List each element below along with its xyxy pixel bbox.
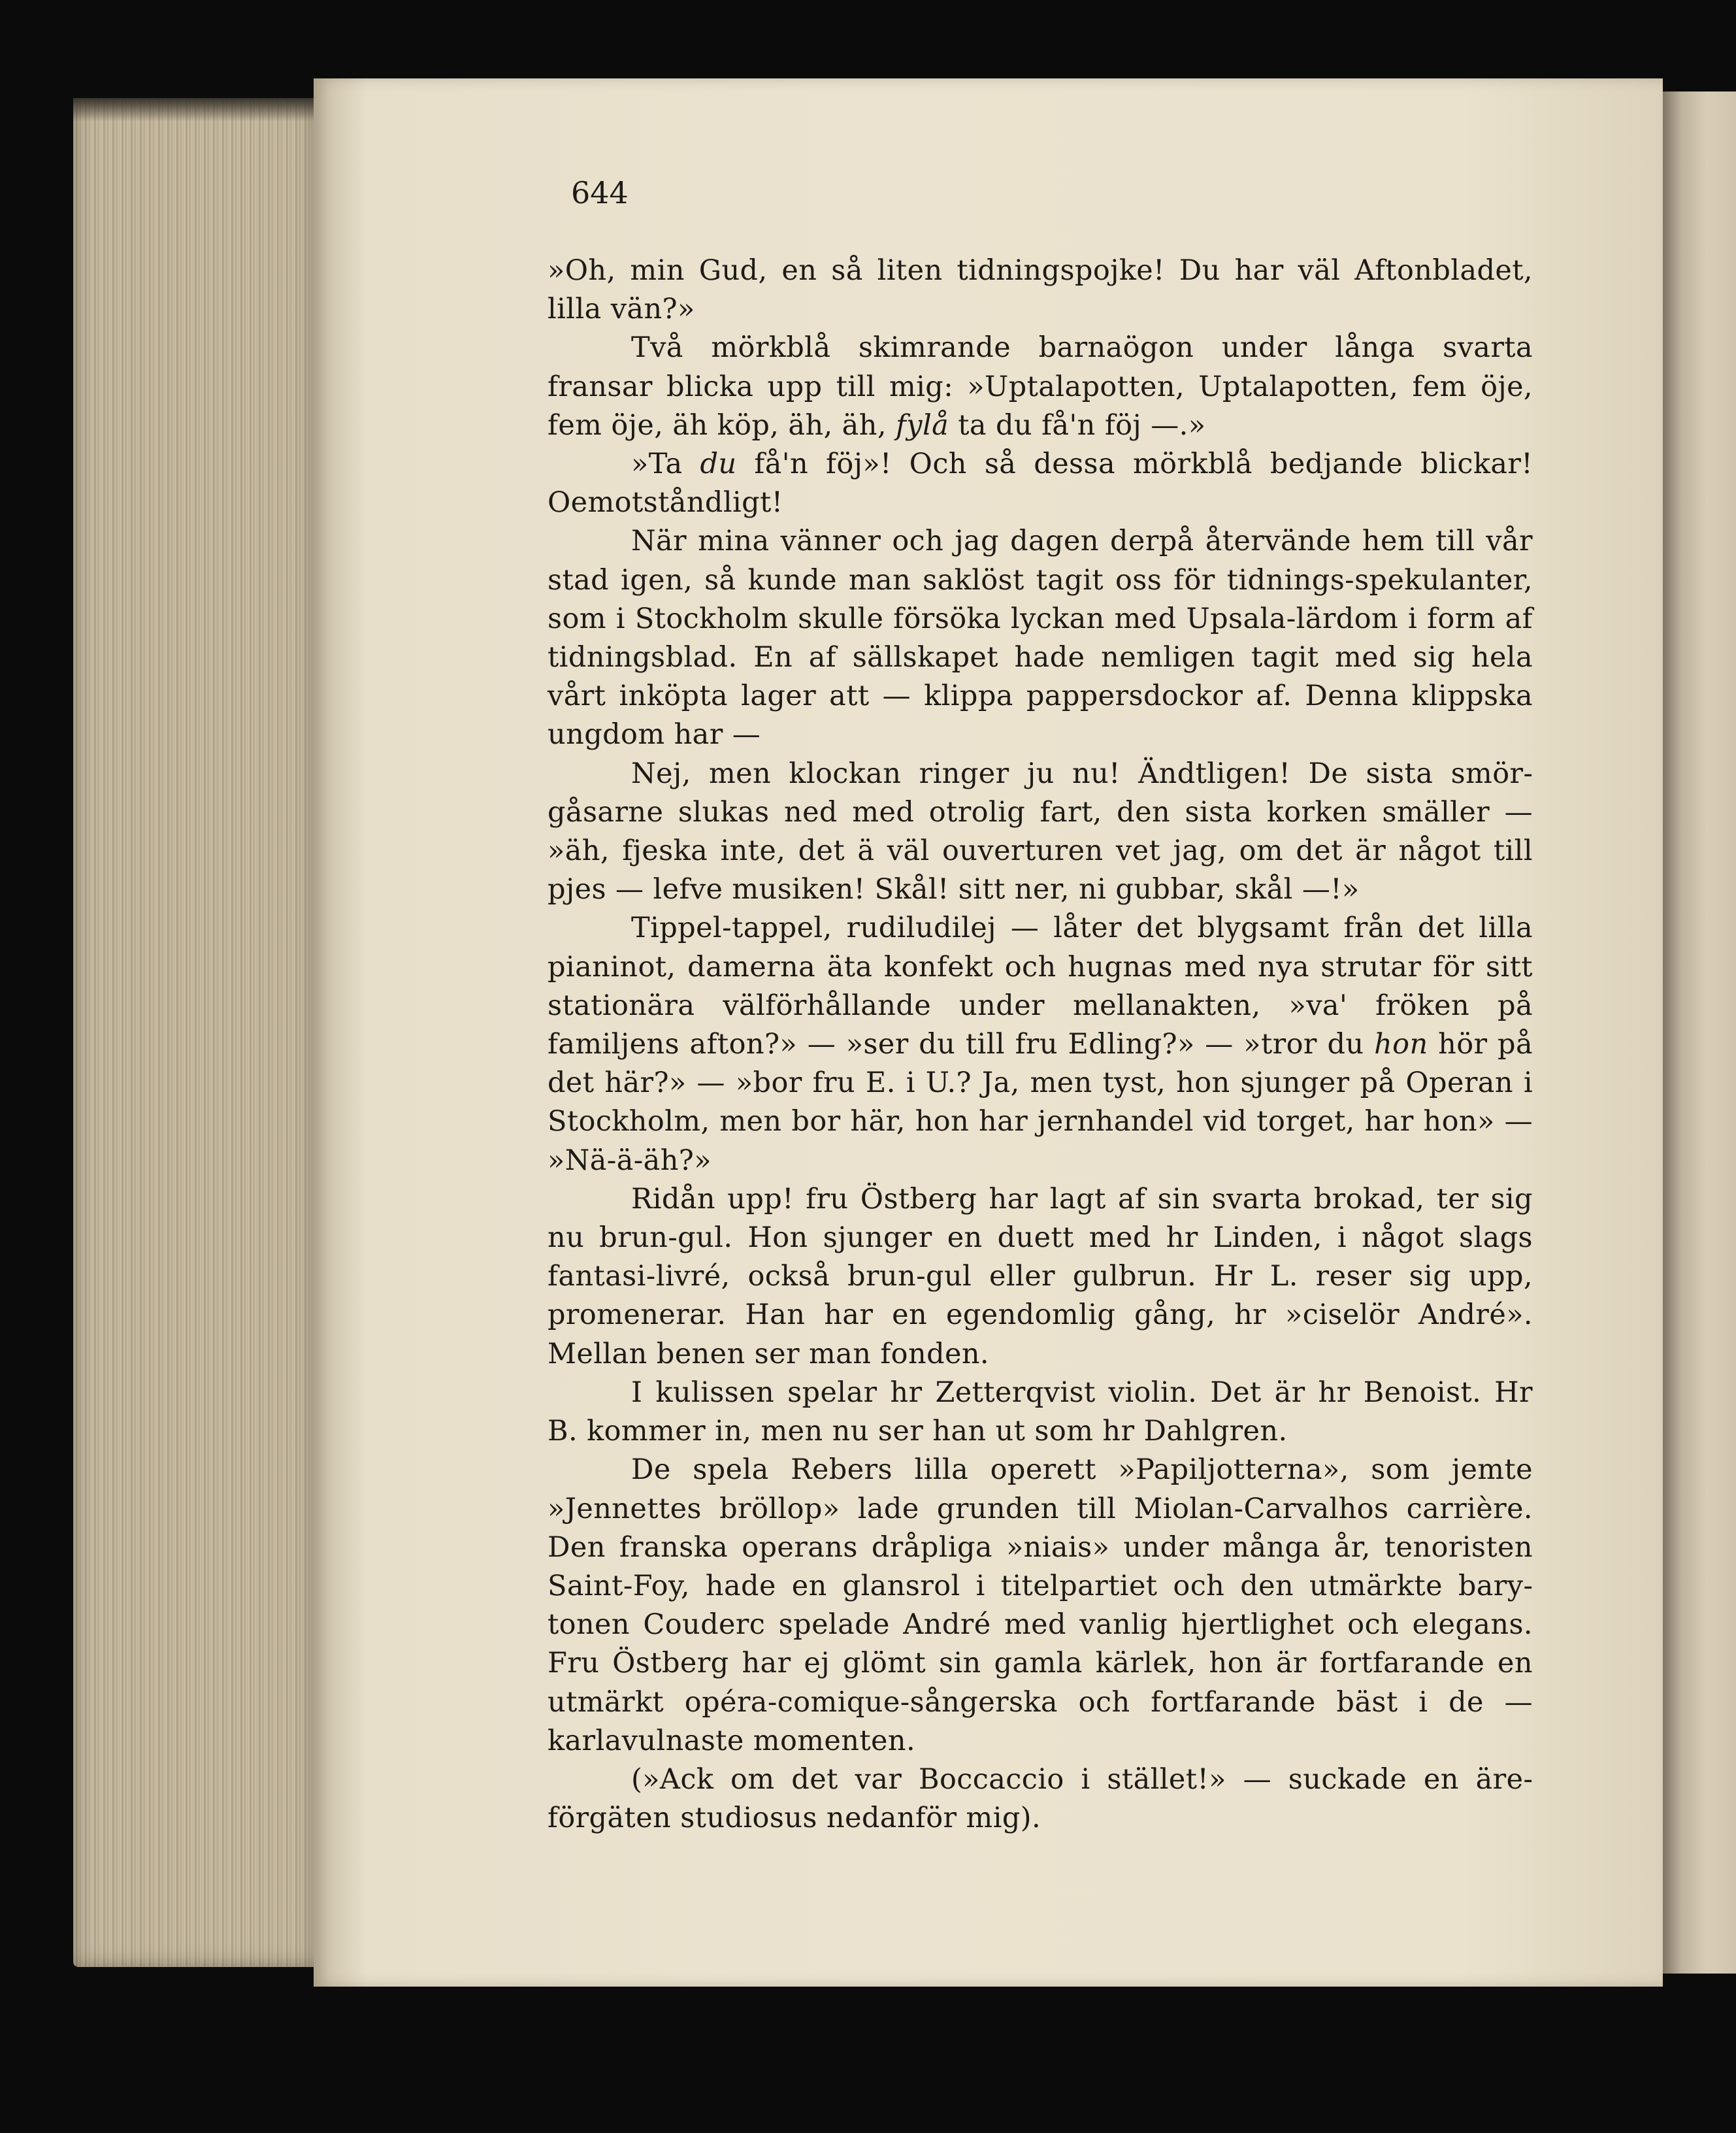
paragraph: Två mörkblå skimrande barnaögon under långa svarta fransar blicka upp till mig: »Uptalapotten, Uptalapotten, fem öje, fem öje, äh köp, äh, äh, fylå ta du få'n föj —.» — [548, 331, 1533, 442]
paragraph: (»Ack om det var Boccaccio i stället!» — suckade en äreförgäten studiosus nedanför mig). — [548, 1762, 1533, 1835]
page-text — [548, 252, 1533, 1838]
paragraph: Ridån upp! fru Östberg har lagt af sin svarta brokad, ter sig nu brun-gul. Hon sjunger en duett med hr Linden, i något slags fantasi-livré, också brun-gul eller gulbrun. Hr L. reser sig upp, promenerar. Han har en egendomlig gång, hr »ciselör André». Mellan benen ser man fonden. — [548, 1182, 1533, 1370]
paragraph: »Ta du få'n föj»! Och så dessa mörkblå bedjande blickar! Oemotståndligt! — [548, 448, 1533, 520]
paragraph: Tippel-tappel, rudiludilej — låter det blygsamt från det lilla pianinot, damerna äta konfekt och hugnas med nya strutar för sitt stationära välförhållande under mellanakten, »va' fröken på familjens afton?» — »ser du till fru Edling?» — »tror du hon hör på det här?» — »bor fru E. i U.? Ja, men tyst, hon sjunger på Operan i Stockholm, men bor här, hon har jernhandel vid torget, har hon» — »Nä-ä-äh?» — [548, 912, 1533, 1177]
adjacent-page-edge — [1663, 91, 1736, 1974]
book-page-edges — [73, 98, 315, 1967]
paragraph: Nej, men klockan ringer ju nu! Ändtligen! De sista smörgåsarne slukas ned med otrolig fart, den sista korken smäller — »äh, fjeska inte, det ä väl ouverturen vet jag, om det är något till pjes — lefve musiken! Skål! sitt ner, ni gubbar, skål —!» — [548, 757, 1533, 906]
paragraph: De spela Rebers lilla operett »Papiljotterna», som jemte »Jennettes bröllop» lade grunden till Miolan-Carvalhos carrière. Den franska operans dråpliga »niais» under många år, tenoristen Saint-Foy, hade en glansrol i titelpartiet och den utmärkte barytonen Couderc spelade André med vanlig hjertlighet och elegans. Fru Östberg har ej glömt sin gamla kärlek, hon är fortfarande en utmärkt opéra-comique-sångerska och fortfarande bäst i de — karlavulnaste momenten. — [548, 1453, 1533, 1757]
paragraph: »Oh, min Gud, en så liten tidningspojke! Du har väl Aftonbladet, lilla vän?» — [548, 254, 1533, 326]
paragraph: I kulissen spelar hr Zetterqvist violin. Det är hr Benoist. Hr B. kommer in, men nu ser han ut som hr Dahlgren. — [548, 1376, 1533, 1448]
page-number: 644 — [571, 175, 629, 210]
paragraph: När mina vänner och jag dagen derpå återvände hem till vår stad igen, så kunde man saklöst tagit oss för tidnings-spekulanter, som i Stockholm skulle försöka lyckan med Upsala-lärdom i form af tidningsblad. En af sällskapet hade nemligen tagit med sig hela vårt inköpta lager att — klippa pappersdockor af. Denna klippska ungdom har — — [548, 525, 1533, 752]
book-page-edges-shadow — [73, 98, 315, 122]
italic-word: du — [700, 448, 737, 481]
italic-word: fylå — [895, 408, 949, 442]
italic-word: hon — [1374, 1028, 1428, 1061]
